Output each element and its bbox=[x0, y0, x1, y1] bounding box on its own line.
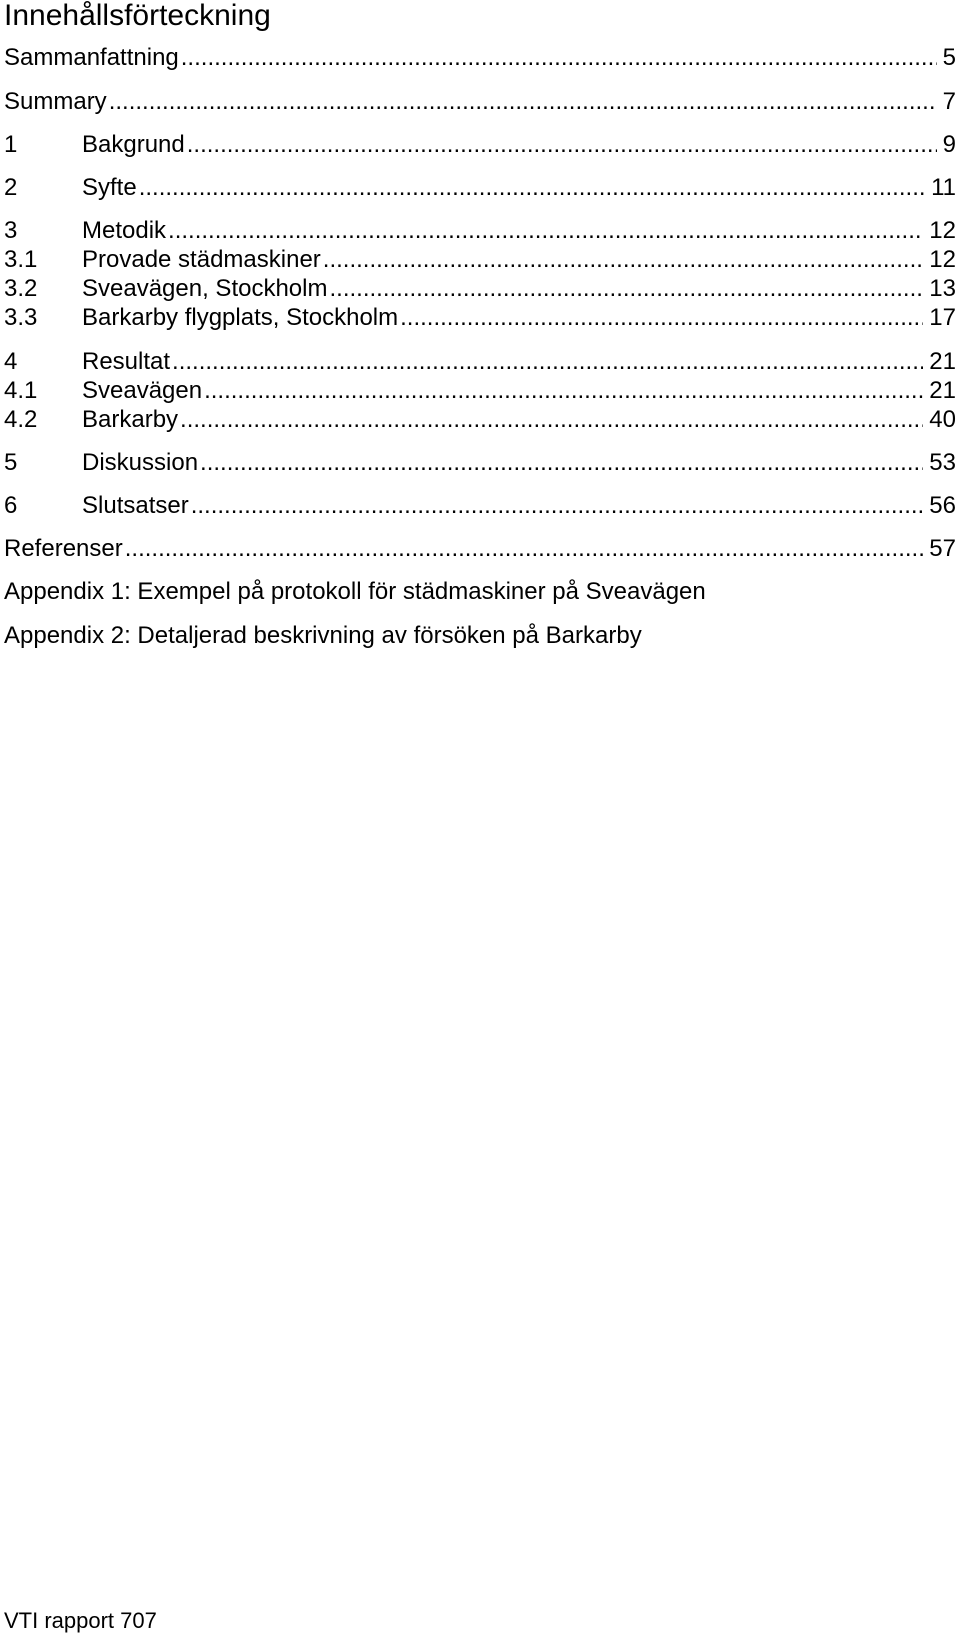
toc-entry-title: Syfte bbox=[82, 174, 137, 201]
toc-entry-slutsatser[interactable] bbox=[4, 492, 956, 520]
toc-entry-title: Barkarby bbox=[82, 406, 179, 433]
toc-entry-title: Provade städmaskiner bbox=[82, 246, 321, 273]
toc-entry-page: 11 bbox=[931, 174, 956, 201]
toc-entry-title: Resultat bbox=[82, 348, 171, 375]
toc-entry-resultat[interactable] bbox=[4, 348, 956, 376]
toc-entry-number: 1 bbox=[4, 131, 18, 158]
toc-entry-page: 56 bbox=[929, 492, 956, 519]
toc-entry-title: Metodik bbox=[82, 217, 167, 244]
toc-entry-title: Sammanfattning bbox=[4, 44, 179, 71]
toc-entry-page: 21 bbox=[929, 348, 956, 375]
toc-dot-leader bbox=[191, 492, 924, 520]
toc-entry-title: Slutsatser bbox=[82, 492, 189, 519]
toc-entry-title: Bakgrund bbox=[82, 131, 185, 158]
toc-entry-page: 5 bbox=[942, 44, 956, 71]
toc-entry-syfte[interactable] bbox=[4, 174, 956, 202]
appendix-2-entry[interactable]: Appendix 2: Detaljerad beskrivning av försöken på Barkarby bbox=[4, 622, 642, 649]
toc-dot-leader bbox=[181, 44, 937, 72]
toc-entry-number: 5 bbox=[4, 449, 18, 476]
page-footer: VTI rapport 707 bbox=[4, 1608, 157, 1633]
toc-entry-title: Summary bbox=[4, 88, 107, 115]
toc-dot-leader bbox=[200, 449, 923, 477]
toc-entry-page: 7 bbox=[942, 88, 956, 115]
appendix-1-entry[interactable]: Appendix 1: Exempel på protokoll för städmaskiner på Sveavägen bbox=[4, 578, 706, 605]
toc-entry-provade-stadmaskiner[interactable] bbox=[4, 246, 956, 274]
toc-dot-leader bbox=[329, 275, 923, 303]
toc-entry-number: 3 bbox=[4, 217, 18, 244]
toc-dot-leader bbox=[400, 304, 923, 332]
toc-dot-leader bbox=[180, 406, 923, 434]
toc-entry-number: 3.1 bbox=[4, 246, 38, 273]
toc-entry-summary[interactable] bbox=[4, 88, 956, 116]
toc-entry-number: 3.2 bbox=[4, 275, 38, 302]
toc-entry-number: 4.1 bbox=[4, 377, 38, 404]
toc-entry-number: 4.2 bbox=[4, 406, 38, 433]
page-title: Innehållsförteckning bbox=[4, 0, 271, 32]
toc-entry-page: 12 bbox=[929, 217, 956, 244]
toc-entry-title: Referenser bbox=[4, 535, 123, 562]
toc-entry-title: Sveavägen, Stockholm bbox=[82, 275, 328, 302]
toc-dot-leader bbox=[187, 131, 937, 159]
toc-entry-page: 9 bbox=[942, 131, 956, 158]
toc-dot-leader bbox=[125, 535, 924, 563]
toc-entry-page: 53 bbox=[929, 449, 956, 476]
toc-entry-sammanfattning[interactable] bbox=[4, 44, 956, 72]
toc-dot-leader bbox=[168, 217, 923, 245]
toc-entry-bakgrund[interactable] bbox=[4, 131, 956, 159]
toc-entry-number: 3.3 bbox=[4, 304, 38, 331]
toc-entry-number: 4 bbox=[4, 348, 18, 375]
toc-dot-leader bbox=[323, 246, 924, 274]
toc-entry-referenser[interactable] bbox=[4, 535, 956, 563]
toc-entry-page: 40 bbox=[929, 406, 956, 433]
toc-dot-leader bbox=[109, 88, 937, 116]
toc-dot-leader bbox=[172, 348, 923, 376]
toc-entry-sveavagen-stockholm[interactable] bbox=[4, 275, 956, 303]
toc-entry-metodik[interactable] bbox=[4, 217, 956, 245]
toc-entry-page: 17 bbox=[929, 304, 956, 331]
toc-entry-page: 12 bbox=[929, 246, 956, 273]
toc-entry-diskussion[interactable] bbox=[4, 449, 956, 477]
toc-entry-sveavagen[interactable] bbox=[4, 377, 956, 405]
toc-entry-barkarby-flygplats[interactable] bbox=[4, 304, 956, 332]
toc-entry-page: 21 bbox=[929, 377, 956, 404]
toc-dot-leader bbox=[139, 174, 925, 202]
toc-entry-title: Diskussion bbox=[82, 449, 199, 476]
toc-entry-number: 6 bbox=[4, 492, 18, 519]
toc-entry-title: Barkarby flygplats, Stockholm bbox=[82, 304, 399, 331]
toc-dot-leader bbox=[204, 377, 923, 405]
toc-entry-page: 57 bbox=[929, 535, 956, 562]
toc-entry-number: 2 bbox=[4, 174, 18, 201]
toc-entry-page: 13 bbox=[929, 275, 956, 302]
toc-entry-barkarby[interactable] bbox=[4, 406, 956, 434]
toc-entry-title: Sveavägen bbox=[82, 377, 203, 404]
